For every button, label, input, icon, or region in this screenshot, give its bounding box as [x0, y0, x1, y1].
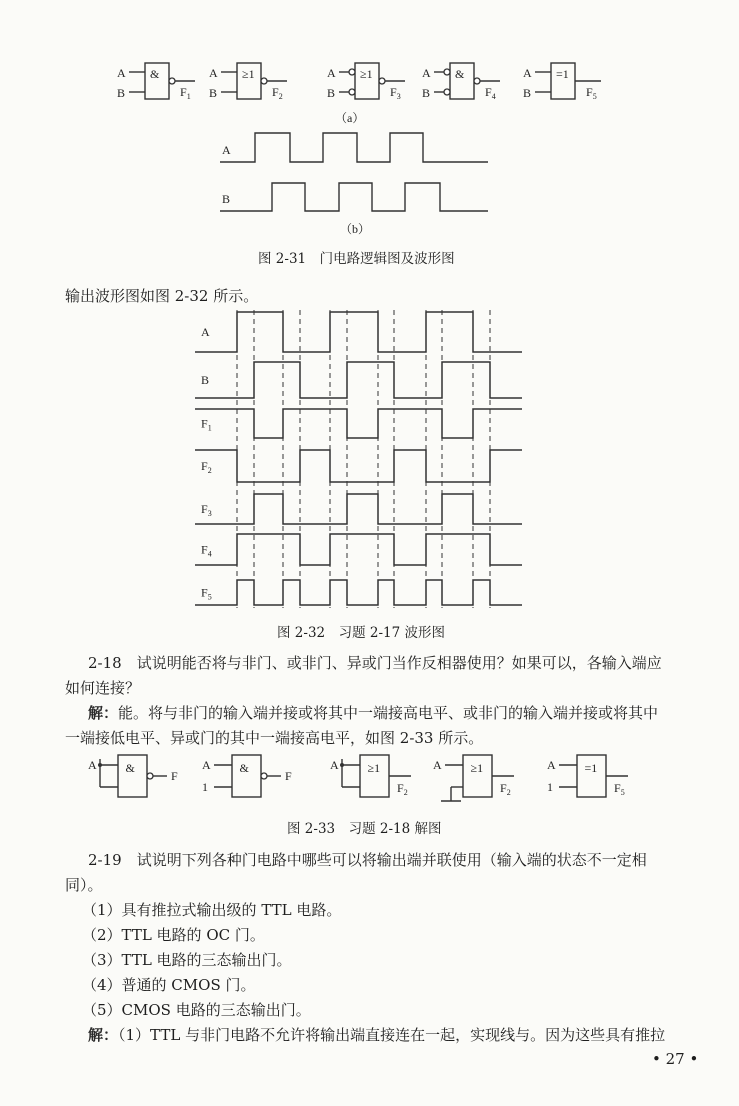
list-item: （2）TTL 电路的 OC 门。 — [82, 926, 265, 944]
signal-label: A — [201, 325, 210, 339]
output-label: $F_5$ — [586, 85, 597, 101]
output-label: $F_2$ — [397, 781, 408, 797]
output-label: $F_2$ — [500, 781, 511, 797]
output-label: $F_3$ — [390, 85, 401, 101]
gate-symbol: ≥1 — [470, 761, 484, 775]
input-label: B — [209, 86, 218, 100]
list-item: （1）具有推拉式输出级的 TTL 电路。 — [82, 901, 342, 919]
signal-label: $F_4$ — [201, 542, 212, 559]
list-item: （4）普通的 CMOS 门。 — [82, 976, 256, 994]
output-label: F — [171, 769, 178, 783]
output-label: $F_4$ — [485, 85, 496, 101]
gate-symbol: =1 — [584, 761, 598, 775]
list-item: （5）CMOS 电路的三态输出门。 — [82, 1001, 311, 1019]
gate-symbol: ≥1 — [367, 761, 381, 775]
answer-2-18-line2: 一端接低电平、异或门的其中一端接高电平，如图 2-33 所示。 — [65, 729, 484, 747]
output-label: $F_2$ — [272, 85, 283, 101]
figure-2-31-caption: 图 2-31 门电路逻辑图及波形图 — [258, 251, 455, 267]
input-label: A — [202, 758, 211, 772]
input-label: 1 — [202, 780, 208, 794]
inversion-bubble-icon — [261, 773, 267, 779]
input-label: A — [422, 66, 431, 80]
input-label: A — [433, 758, 442, 772]
paragraph-output-wave: 输出波形图如图 2-32 所示。 — [65, 287, 259, 305]
figure-2-33-caption: 图 2-33 习题 2-18 解图 — [287, 821, 442, 837]
gate-symbol: & — [239, 761, 249, 775]
input-label: A — [547, 758, 556, 772]
input-label: B — [327, 86, 336, 100]
input-label: A — [209, 66, 218, 80]
waveform-label: A — [222, 143, 231, 157]
figure-2-32-caption: 图 2-32 习题 2-17 波形图 — [277, 625, 446, 641]
inversion-bubble-icon — [147, 773, 153, 779]
output-label: $F_5$ — [614, 781, 625, 797]
question-2-18-line1: 2-18 试说明能否将与非门、或非门、异或门当作反相器使用？如果可以，各输入端应 — [88, 654, 662, 672]
output-label: $F_1$ — [180, 85, 191, 101]
input-label: A — [117, 66, 126, 80]
page-number: • 27 • — [652, 1050, 699, 1068]
answer-text: （1）TTL 与非门电路不允许将输出端直接连在一起，实现线与。因为这些具有推拉 — [118, 1026, 666, 1044]
subfigure-label: （b） — [340, 222, 371, 236]
gate-symbol: =1 — [556, 67, 569, 81]
subfigure-label: （a） — [335, 111, 365, 125]
question-2-19-line1: 2-19 试说明下列各种门电路中哪些可以将输出端并联使用（输入端的状态不一定相 — [88, 851, 647, 869]
gate-symbol: ≥1 — [360, 67, 373, 81]
signal-label: $F_5$ — [201, 585, 212, 602]
input-label: B — [523, 86, 532, 100]
signal-label: $F_1$ — [201, 416, 212, 433]
signal-label: $F_2$ — [201, 459, 212, 475]
question-2-18-line2: 如何连接？ — [65, 679, 141, 697]
gate-symbol: ≥1 — [242, 67, 255, 81]
input-label: A — [327, 66, 336, 80]
answer-label: 解： — [88, 704, 119, 722]
input-label: A — [523, 66, 532, 80]
answer-text: 能。将与非门的输入端并接或将其中一端接高电平、或非门的输入端并接或将其中 — [118, 704, 659, 722]
answer-2-19-line1 — [88, 1025, 665, 1045]
signal-label: $F_3$ — [201, 502, 212, 518]
signal-label: B — [201, 373, 210, 387]
question-2-19-line2: 同）。 — [65, 876, 103, 894]
gate-symbol: & — [455, 67, 465, 81]
input-label: A — [88, 758, 97, 772]
input-label: B — [117, 86, 126, 100]
input-label: 1 — [547, 780, 553, 794]
input-label: A — [330, 758, 339, 772]
output-label: F — [285, 769, 292, 783]
answer-label: 解： — [88, 1026, 119, 1044]
waveform-label: B — [222, 192, 231, 206]
gate-symbol: & — [150, 67, 160, 81]
gate-symbol: & — [125, 761, 135, 775]
input-label: B — [422, 86, 431, 100]
list-item: （3）TTL 电路的三态输出门。 — [82, 951, 292, 969]
